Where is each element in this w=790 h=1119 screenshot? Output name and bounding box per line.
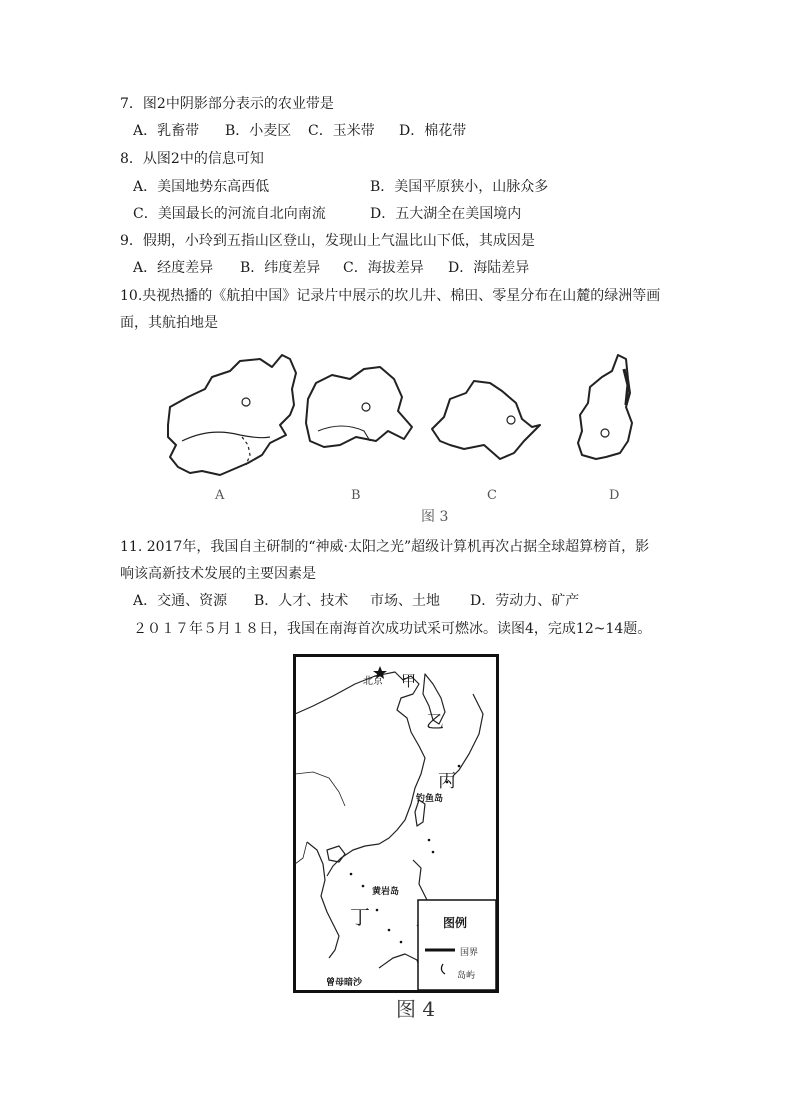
map-label-ding: 丁 <box>350 905 370 929</box>
shape-c-capital <box>507 416 515 424</box>
scs-dash-1 <box>350 873 353 876</box>
map-label-zengmu: 曾母暗沙 <box>326 978 363 988</box>
map-label-huangyan: 黄岩岛 <box>372 887 400 897</box>
q8-option-d: D．五大湖全在美国境内 <box>370 206 522 222</box>
scs-dash-5 <box>400 941 403 944</box>
shape-a-outline <box>168 355 296 475</box>
scs-dash-2 <box>362 885 365 888</box>
scs-dash-6 <box>428 839 431 842</box>
shape-a-capital <box>242 398 250 406</box>
figure-3-province-shapes <box>150 345 650 525</box>
figure-3-caption: 图 3 <box>421 509 449 525</box>
q11-option-d: D．劳动力、矿产 <box>470 593 580 609</box>
scs-dash-3 <box>376 909 379 912</box>
q8-option-c: C．美国最长的河流自北向南流 <box>133 206 326 222</box>
q10-stem-line1: 10.央视热播的《航拍中国》记录片中展示的坎儿井、棉田、零星分布在山麓的绿洲等画 <box>120 288 661 304</box>
shape-b-capital <box>362 403 370 411</box>
q9-option-d: D．海陆差异 <box>448 260 530 276</box>
shape-label-a: A <box>215 488 225 503</box>
shape-b-outline <box>306 367 412 447</box>
scs-dash-7 <box>432 851 435 854</box>
legend-title: 图例 <box>443 916 468 930</box>
map-label-jia: 甲 <box>401 672 417 690</box>
q11-option-a: A．交通、资源 <box>133 593 228 609</box>
q9-option-a: A．经度差异 <box>133 260 214 276</box>
q7-option-b: B．小麦区 <box>225 123 292 139</box>
shape-d-capital <box>601 429 609 437</box>
q11-stem-line1: 11. 2017年，我国自主研制的“神威·太阳之光”超级计算机再次占据全球超算榜首，影 <box>120 539 650 555</box>
q7-option-c: C．玉米带 <box>308 123 375 139</box>
q8-option-b: B．美国平原狭小，山脉众多 <box>370 179 549 195</box>
q11-option-b: B．人才、技术 <box>254 593 349 609</box>
legend-island-label: 岛屿 <box>457 971 476 981</box>
shape-a-dashed <box>242 437 250 465</box>
intro-12-14: ２０１７年５月１８日，我国在南海首次成功试采可燃冰。读图4，完成12~14题。 <box>133 621 652 637</box>
scs-dash-4 <box>388 929 391 932</box>
q9-option-c: C．海拔差异 <box>343 260 424 276</box>
q11-stem-line2: 响该高新技术发展的主要因素是 <box>120 566 316 582</box>
shape-label-b: B <box>351 488 361 503</box>
figure-4-caption: 图 4 <box>396 997 436 1021</box>
q10-stem-line2: 面，其航拍地是 <box>120 315 218 331</box>
shape-c-outline <box>432 381 540 459</box>
q11-option-c: 市场、土地 <box>370 593 440 609</box>
figure-4-map <box>293 654 499 994</box>
q7-stem: 7．图2中阴影部分表示的农业带是 <box>120 96 334 112</box>
map-label-yi: 乙 <box>426 712 444 733</box>
shape-label-c: C <box>487 488 497 503</box>
legend-border-label: 国界 <box>460 948 479 958</box>
q9-option-b: B．纬度差异 <box>240 260 321 276</box>
q8-option-a: A．美国地势东高西低 <box>133 179 270 195</box>
q7-option-d: D．棉花带 <box>399 123 467 139</box>
map-label-beijing: 北京 <box>363 676 383 687</box>
shape-a-basin <box>182 432 270 441</box>
scs-dash-9 <box>458 765 461 768</box>
map-label-diaoyu: 钓鱼岛 <box>416 794 444 804</box>
shape-label-d: D <box>609 488 620 503</box>
q7-option-a: A．乳畜带 <box>133 123 200 139</box>
q9-stem: 9．假期，小玲到五指山区登山，发现山上气温比山下低，其成因是 <box>120 233 535 249</box>
map-label-bing: 丙 <box>438 771 456 792</box>
q8-stem: 8．从图2中的信息可知 <box>120 151 264 167</box>
